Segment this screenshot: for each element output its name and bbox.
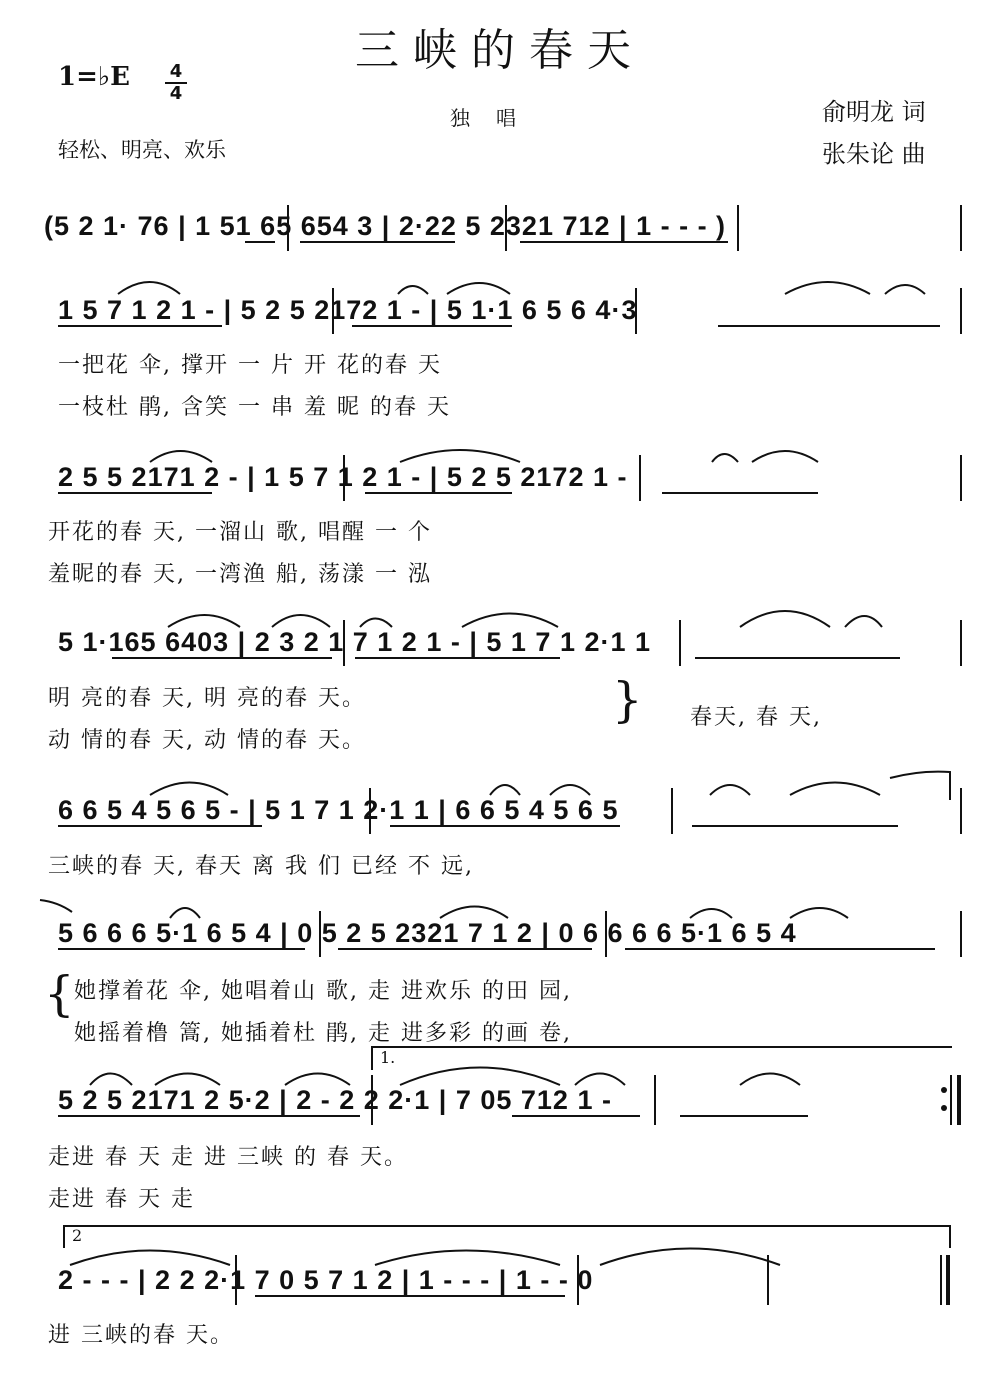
slur (575, 1074, 625, 1086)
song-title: 三峡的春天 (355, 25, 645, 76)
slur (710, 785, 750, 795)
notation-system-1: (5 2 1· 76 | 1 51 65 654 3 | 2·22 5 2321 712 | 1 - - - ) (44, 211, 727, 241)
slur (155, 1074, 220, 1086)
slur (845, 616, 882, 627)
slur (440, 907, 508, 919)
slur (600, 1249, 780, 1266)
slur (272, 615, 330, 627)
slur (790, 783, 880, 796)
slur (462, 614, 558, 628)
lyric-line: 一枝杜 鹃, 含笑 一 串 羞 昵 的春 天 (58, 395, 451, 420)
slur (90, 1074, 132, 1086)
slur (150, 451, 212, 462)
notation-system-8: 2 - - - | 2 2 2·1 7 0 5 7 1 2 | 1 - - - | 1 - - 0 (58, 1265, 594, 1295)
slur (785, 282, 870, 294)
volta-1-label: 1. (380, 1048, 396, 1067)
repeat-dot (941, 1087, 947, 1093)
slur (890, 772, 950, 800)
lyric-line: 羞昵的春 天, 一湾渔 船, 荡漾 一 泓 (48, 562, 432, 587)
slur (285, 1074, 350, 1086)
slur (790, 908, 848, 918)
slur (740, 611, 830, 627)
slur (885, 285, 925, 294)
lyric-line: 进 三峡的春 天。 (48, 1323, 234, 1348)
slur (712, 454, 738, 462)
lyric-line: 明 亮的春 天, 明 亮的春 天。 (48, 686, 366, 711)
lyricist-credit: 俞明龙 词 (822, 98, 926, 126)
lyric-line: 动 情的春 天, 动 情的春 天。 (48, 728, 366, 753)
slur (170, 908, 200, 918)
lyric-brace: } (612, 672, 643, 728)
slur (150, 783, 228, 796)
notation-system-5: 6 6 5 4 5 6 5 - | 5 1 7 1 2·1 1 | 6 6 5 4 5 6 5 (58, 795, 619, 825)
slur (447, 283, 510, 294)
slur (400, 450, 520, 462)
notation-system-3: 2 5 5 2171 2 - | 1 5 7 1 2 1 - | 5 2 5 2172 1 - (58, 462, 628, 492)
slur (550, 785, 590, 795)
notation-system-7: 5 2 5 2171 2 5·2 | 2 - 2 2 2·1 | 7 05 712 1 - (58, 1085, 612, 1115)
slur (360, 619, 392, 628)
lyric-line: 走进 春 天 走 进 三峡 的 春 天。 (48, 1145, 408, 1170)
lyric-line: 她摇着橹 篙, 她插着杜 鹃, 走 进多彩 的画 卷, (74, 1021, 572, 1046)
performance-type: 独唱 (450, 106, 542, 130)
notation-system-4: 5 1·165 6403 | 2 3 2 1 7 1 2 1 - | 5 1 7 1 2·1 1 (58, 627, 651, 657)
key-signature: 1=♭E (58, 62, 130, 92)
slur (398, 286, 428, 294)
volta-bracket (372, 1047, 952, 1070)
time-signature-bottom: 4 (165, 82, 187, 104)
slur (70, 1251, 230, 1266)
side-lyric: 春天, 春 天, (690, 705, 822, 730)
volta-2-label: 2 (72, 1226, 83, 1245)
repeat-dot (941, 1105, 947, 1111)
lyric-line: 走进 春 天 走 (48, 1187, 195, 1212)
slur (740, 1074, 800, 1086)
lyric-line: 开花的春 天, 一溜山 歌, 唱醒 一 个 (48, 520, 432, 545)
slur (168, 615, 240, 627)
composer-credit: 张朱论 曲 (822, 140, 926, 168)
notation-system-2: 1 5 7 1 2 1 - | 5 2 5 2172 1 - | 5 1·1 6 5 6 4·3 (58, 295, 638, 325)
lyric-brace: { (44, 966, 75, 1022)
time-signature-top: 4 (169, 61, 183, 82)
slur (40, 900, 72, 912)
lyric-line: 一把花 伞, 撑开 一 片 开 花的春 天 (58, 353, 442, 378)
tempo-mood: 轻松、明亮、欢乐 (58, 138, 226, 162)
slur (690, 909, 732, 918)
lyric-line: 三峡的春 天, 春天 离 我 们 已经 不 远, (48, 854, 474, 879)
slur (490, 785, 520, 795)
slur (752, 451, 818, 462)
notation-system-6: 5 6 6 6 5·1 6 5 4 | 0 5 2 5 2321 7 1 2 | 0 6 6 6 6 5·1 6 5 4 (58, 918, 797, 948)
volta-bracket (64, 1226, 950, 1248)
slur (375, 1251, 560, 1266)
slur (400, 1068, 560, 1086)
slur (118, 282, 180, 294)
lyric-line: 她撑着花 伞, 她唱着山 歌, 走 进欢乐 的田 园, (74, 979, 572, 1004)
